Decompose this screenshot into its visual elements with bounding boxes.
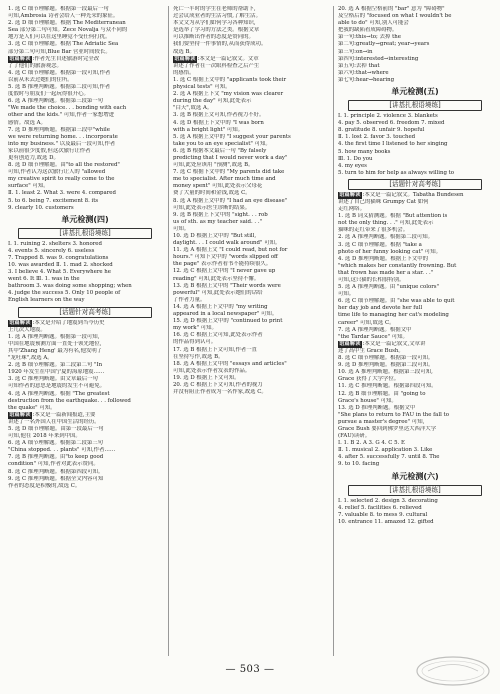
passage-note xyxy=(8,320,162,327)
answer-line: powerful" 可知,此处表示她们的话给 xyxy=(173,289,263,296)
answer-line: 1. 选 C 细节理解题。根据第一段最后一句 xyxy=(8,6,109,12)
passage-note-text: :本文是一篇记叙文。文章 xyxy=(197,55,259,62)
answer-line: 4. after 5. successfully 7. until 8. The xyxy=(338,454,440,461)
answer-line: 3. 选 C 细节理解题。根据 The Adriatic Sea xyxy=(8,41,119,48)
answer-line: 中国在地震预测方面一直处于领先地位, xyxy=(8,340,102,347)
passage-note xyxy=(8,56,162,63)
answer-line: 第一句:this→to; 去掉 the xyxy=(338,34,401,41)
answer-line: Ⅱ. 1. least 2. What 3. were 4. compared xyxy=(8,190,116,197)
answer-line: 1. 选 C 根据上文中的 "applicants took their xyxy=(173,76,287,83)
answer-line: 7. 选 B 推理判断题。由"to keep good xyxy=(8,454,104,461)
answer-line: 第六句:that→where xyxy=(338,69,389,76)
answer-line: 我们要坚持一件事情的,从而获得成功。 xyxy=(173,41,267,48)
answer-line: Sea 部分第二句可知。Zece Novalja 与众不同的 xyxy=(8,27,128,34)
answer-line: 12. 选 C 根据上文中的 "I never gave up xyxy=(173,268,276,275)
answer-line: able to do" 可知,别人可能会 xyxy=(338,20,409,27)
answer-line: 7. valuable 8. to mess 9. cultural xyxy=(338,511,428,518)
answer-line: condition" 可知,作者对此表示赞同。 xyxy=(8,461,99,468)
answer-line: (FAU)读研。 xyxy=(338,433,371,440)
answer-line: 11. 选 A 根据上文 "I could read, but not for xyxy=(173,247,288,254)
answer-line: 6. 选 A 推理判断题。根据第三段第一句 xyxy=(8,98,104,105)
answer-line: "which makes her constantly frowning. But xyxy=(338,262,457,269)
answer-line: 10. 选 A 推理判断题。根据第三段可知, xyxy=(338,369,433,376)
passage-note-tag: 语篇解读 xyxy=(9,411,31,418)
answer-line: 第五句:去掉 that xyxy=(338,62,380,69)
answer-line: 可知,这只猫的长相很特别。 xyxy=(338,277,405,283)
answer-line: reading" 可知,此处表示坚持不懈。 xyxy=(173,275,260,282)
answer-line: 20. 选 C 根据上下文可知,作者的视力 xyxy=(173,381,263,388)
section-subheading: [讲基扎根语境练] xyxy=(348,100,482,111)
section-subheading: [话题针对高考练] xyxy=(18,307,152,318)
answer-line: 6. 选 B 根据本文最后一句 "By falsely xyxy=(173,147,267,154)
answer-line: 度假时与朋友们一起玩得很开心。 xyxy=(8,91,89,98)
section-title: 单元检测(六) xyxy=(391,471,439,481)
answer-line: my creative spirit to really come to the xyxy=(8,176,115,183)
passage-note xyxy=(338,341,492,348)
answer-line: 费了大量的时间和金钱,故选 C。 xyxy=(173,190,251,197)
answer-line: 可知,此处表示医生诊断的结果。 xyxy=(173,204,251,211)
answer-line: 5. 选 B 推理判断题。根据第二段可知,作者 xyxy=(8,84,111,91)
passage-note-tag: 语篇解读 xyxy=(174,55,196,62)
answer-line: not the only thing. . ." 可知,此处表示 xyxy=(338,220,434,227)
answer-line: 4. 选 A 推理判断题。根据 "The greatest xyxy=(8,390,110,397)
answer-line: went 6. It Ⅲ. 1. was in the xyxy=(8,276,80,283)
section-title: 单元检测(四) xyxy=(61,214,109,224)
column-right xyxy=(333,6,492,656)
answer-line: 第二句:greatly→great; year→years xyxy=(338,41,430,48)
answer-line: 8. 选 C 细节理解题。根据第一段可知。 xyxy=(338,355,434,362)
answer-line: 猫咪的走红带来了很多机会。 xyxy=(338,227,409,234)
answer-line: 故选 B。 xyxy=(173,48,195,55)
answer-line: 死亡一半时的学生在老师的帮助下, xyxy=(173,6,256,12)
answer-line: photo of her funny looking cat" 可知。 xyxy=(338,248,441,255)
answer-line: 1. 选 A 推理判断题。根据第一段可知, xyxy=(8,333,100,340)
answer-line: 4. events 5. sincerely 6. useless xyxy=(8,247,95,254)
answer-line: 感情。故选 A。 xyxy=(8,119,46,126)
answer-columns xyxy=(8,6,492,656)
answer-line: 13. 选 D 推理判断题。根据文中 xyxy=(338,404,416,411)
answer-line: 讲述了自己的猫咪 Grumpy Cat 如何 xyxy=(338,198,429,205)
answer-line: 2. 选 B 细节理解题。第二段第二句 "In xyxy=(8,362,103,369)
answer-line: 可知,此处表示作者发表的作品。 xyxy=(173,367,251,374)
answer-line: 5. 选 D 细节理解题。由第一段最后一句 xyxy=(8,425,104,432)
answer-line: 可以推断出作者的态度是赞同的。 xyxy=(173,34,254,41)
answer-line: 5. how many books xyxy=(338,148,391,155)
answer-line: 可知。 xyxy=(173,225,190,232)
passage-note xyxy=(338,192,492,199)
answer-line: daylight. . . I could walk around" 可知。 xyxy=(173,240,281,247)
answer-line: 8. 选 A 根据上文中的 "I had an eye disease" xyxy=(173,197,288,204)
passage-note-tag: 语篇解读 xyxy=(9,319,31,326)
answer-line: 15. 选 D 根据上文中的 "continued to print xyxy=(173,318,283,325)
answer-line: predicting that I would never work a day" xyxy=(173,154,288,161)
answer-line: Ⅰ. 1. selected 2. design 3. decorating xyxy=(338,497,438,504)
answer-line: 作者的态度是积极的,故选 C。 xyxy=(8,482,81,489)
answer-line: 20. 选 A 根据空格前的 "bar" 意为 "障碍物" xyxy=(338,6,445,12)
section-subheading: [讲基扎根语境练] xyxy=(18,228,152,239)
answer-line: 过会议成业者的生活习惯,了解生活。 xyxy=(173,13,261,20)
answer-line: 10. 选 D 根据上文中的 "But still, xyxy=(173,233,257,239)
answer-line: 9. clearly 10. customers xyxy=(8,204,74,211)
answer-line: 9. to 10. facing xyxy=(338,461,380,468)
passage-note-text: :本文是一篇记叙文。Tabatha Bundesen xyxy=(362,191,464,198)
answer-line: 19. 选 D 根据上下文可知。 xyxy=(173,374,240,381)
answer-line: the page" 表示作者看书不能持续很久。 xyxy=(173,261,272,268)
answer-line: 5. turn to him for help as always willing to xyxy=(338,169,455,176)
answer-line: 2. 选 A 根据上下文 "my vision was clearer xyxy=(173,91,284,98)
answer-line: 3. 选 C 细节理解题。根据 "take a xyxy=(338,241,422,248)
answer-line: 9. 选 B 根据上下文中的 "sight. . . rob xyxy=(173,211,268,218)
answer-line: 6. 选 C 细节理解题。由 "she was able to quit xyxy=(338,298,455,305)
answer-line: 的感悟。 xyxy=(173,69,195,76)
answer-line: 7. 选 A 推理判断题。根据文中 xyxy=(338,326,412,333)
answer-line: 1. 选 B 词义猜测题。根据 "But attention is xyxy=(338,213,448,220)
answer-line: that frown has made her a star. . ." xyxy=(338,269,434,276)
passage-note-tag: 语篇解读 xyxy=(9,55,31,62)
answer-line: us of sth. as my teacher said. . ." xyxy=(173,218,263,225)
answer-line: 16. 选 C 根据上文可知,此处表示作者 xyxy=(173,332,263,339)
answer-line: 本文文为从学们如何学习各种知识, xyxy=(173,20,256,27)
answer-line: 其中'Zhang Heng' 最为有名,他发明了 xyxy=(8,347,103,354)
answer-line: other and the kids." 可知,作者一家想增进 xyxy=(8,112,115,119)
passage-note-tag: 语篇解读 xyxy=(339,191,361,198)
answer-line: surface" 可知。 xyxy=(8,183,49,190)
answer-line: Ⅰ. 1. principle 2. violence 3. blankets xyxy=(338,113,438,120)
answer-line: Grace 获得了大学学位。 xyxy=(338,376,400,383)
answer-line: "China stopped. . . plants" 可知,作者…… xyxy=(8,447,116,454)
answer-line: 4. 选 D 根据上下文中的 "I was born xyxy=(173,119,264,126)
answer-line: 18. 选 A 根据上文中的 "essays and articles" xyxy=(173,360,287,367)
answer-line: 家以前很少度假,但这次旅行让作者 xyxy=(8,147,91,154)
answer-line: Ⅰ. 1. B 2. A 3. G 4. C 5. E xyxy=(338,440,405,447)
answer-line: 了作者力量。 xyxy=(173,296,206,303)
answer-line: 9. 选 D 推理判断题。根据第二段可知。 xyxy=(338,362,434,369)
answer-line: "the Tardar Sauce" 可知。 xyxy=(338,333,408,340)
answer-line: 7. 选 C 根据下文中的 "My parents did take xyxy=(173,169,285,176)
answer-line: 10. was awarded Ⅱ. 1. mad 2. shocked xyxy=(8,262,113,268)
answer-line: the quake" 可知。 xyxy=(8,404,56,411)
answer-line: 讲述了作者在一次眼科检查之后产生 xyxy=(173,62,260,69)
answer-line: me to specialist. After much time and xyxy=(173,176,276,183)
answer-line: 述了高中生 Grace Bush。 xyxy=(338,347,404,354)
page-number: — 503 — xyxy=(225,664,275,675)
answer-line: 5. 选 A 根据上文中的 "I suggest your parents xyxy=(173,133,291,140)
answer-line: 4. my eyes xyxy=(338,162,367,169)
answer-line: Ⅲ. 1. Do you xyxy=(338,155,373,162)
answer-line: we were returning home. . . incorporate xyxy=(8,133,118,140)
passage-note-text: :本文是一篇新闻报道,主要 xyxy=(32,411,96,418)
section-subheading: [讲基扎根语境练] xyxy=(348,485,482,496)
answer-line: bathroom 3. was doing some shopping; when xyxy=(8,283,132,290)
answer-line: 可知。 xyxy=(338,291,355,298)
answer-line: Ⅰ. 1. ruining 2. shelters 3. honored xyxy=(8,240,102,247)
answer-line: 可知,Ambrosia 诗者会给人一种光荣的象征。 xyxy=(8,13,119,20)
section-subheading: [话题针对高考练] xyxy=(348,179,482,190)
answer-line: 可知作者的意思是地震的发生不可避免。 xyxy=(8,383,106,390)
answer-line: into my business." 以及最后一段可知,作者 xyxy=(8,140,116,147)
answer-line: 3. 选 C 推理判断题。由文章最后一句 xyxy=(8,376,98,383)
answer-line: 14. 选 A 根据上下文中的 "my writing xyxy=(173,303,268,310)
answer-line: during the day" 可知,此处表示 xyxy=(173,98,252,105)
answer-line: time life to managing her cat's modeling xyxy=(338,312,449,319)
answer-line: 2. 选 D 细节理解题。根据 The Mediterranean xyxy=(8,20,126,27)
answer-line: physical tests" 可知。 xyxy=(173,84,231,91)
answer-line: 部分第二句可知,Blue Bar 营业时间较长。 xyxy=(8,48,111,55)
answer-line: 4. 选 D 推理判断题。根据上下文中的 xyxy=(338,255,429,262)
answer-line: 5. 选 A 推理判断题。由 "unique colors" xyxy=(338,284,440,291)
answer-line: 3. 选 B 根据上文可知,作者视力不好。 xyxy=(173,112,265,119)
answer-line: 8. gratitude 8. unfair 9. hopeful xyxy=(338,127,425,134)
answer-line: with a bright light" 可知。 xyxy=(173,126,244,133)
watermark-stamp-icon xyxy=(414,654,492,688)
answer-line: 把我的缺陷看成障碍物。 xyxy=(338,27,398,34)
column-left xyxy=(8,6,162,656)
answer-line: 10. entrance 11. amazed 12. gifted xyxy=(338,518,434,525)
answer-line: 第四句:interested→interesting xyxy=(338,55,419,62)
answer-line: my work" 可知。 xyxy=(173,325,217,332)
answer-line: 6. 选 A 细节理解题。根据第二段第三句 xyxy=(8,440,104,447)
answer-line: 7. 选 D 推理判断题。根据第三段中"while xyxy=(8,126,110,133)
answer-line: 12. 选 B 细节理解题。由 "going to xyxy=(338,390,426,397)
answer-line: her day job and devote her full xyxy=(338,305,423,312)
column-middle xyxy=(168,6,327,656)
answer-line: 并没有阻止作者成为一名作家,故选 C。 xyxy=(173,389,267,396)
answer-line: 13. 选 B 根据上文中的 "Their words were xyxy=(173,282,281,289)
answer-line: 第七句:hear→hearing xyxy=(338,76,395,83)
answer-line: career" 可知,故选 C。 xyxy=(338,319,395,326)
answer-line: 讲述了一名外国人在中国生活的经历。 xyxy=(8,418,100,425)
answer-line: hours." 可知下文中的 "words slipped off xyxy=(173,254,278,261)
answer-line: 以前从未去过她们的住所。 xyxy=(8,76,73,83)
passage-note xyxy=(8,412,162,419)
answer-line: 上几次大地震。 xyxy=(8,326,46,333)
answer-line: 17. 选 B 根据上下文可知,作者一直 xyxy=(173,346,258,353)
answer-line: destruction from the earthquake. . . followed xyxy=(8,397,131,404)
answer-line: 8. 选 C 推理判断题。根据第四段可知。 xyxy=(8,468,104,475)
answer-line: "白天",故选 A。 xyxy=(173,105,213,112)
answer-line: 9. 选 C 推理判断题。根据全文内容可知 xyxy=(8,475,104,482)
answer-line: 更有创造力,故选 D。 xyxy=(8,154,59,161)
answer-line: Ⅱ. 1. lost 2. favor 3. touched xyxy=(338,134,416,141)
answer-line: 4. the first time I listened to her singing xyxy=(338,141,448,148)
answer-line: "We made the choice. . . bonding with each xyxy=(8,105,127,112)
answer-line: 地方是人们可以在这里睡觉不受任何打扰。 xyxy=(8,34,111,41)
answer-line: 7. Trapped 8. was 9. congratulations xyxy=(8,254,109,261)
answer-line: 及空格后的 "focused on what I wouldn't be xyxy=(338,13,452,20)
section-title: 单元检测(五) xyxy=(391,87,439,97)
answer-line: 5. to 6. being 7. excitement 8. its xyxy=(8,197,99,204)
passage-note-text: :本文是一篇记叙文,文章讲 xyxy=(362,340,426,347)
passage-note-tag: 语篇解读 xyxy=(339,340,361,347)
answer-line: appeared in a local newspaper" 可知。 xyxy=(173,311,278,318)
answer-line: pursue a master's degree" 可知, xyxy=(338,418,425,425)
answer-line: 可知,此处应该用 "预测",故选 B。 xyxy=(173,162,254,169)
answer-line: 4. 选 C 细节理解题。根据第一段可知,作者 xyxy=(8,69,111,76)
answer-line: 了了他们的旅游观念。 xyxy=(8,62,62,69)
answer-line: 3. I believe 4. What 5. Everywhere he xyxy=(8,269,111,276)
answer-line: 4. relief 5. facilities 6. relieved xyxy=(338,504,422,511)
answer-line: Grace's house" 可知。 xyxy=(338,397,397,404)
answer-line: 可知,他在 2018 年来到中国。 xyxy=(8,433,81,440)
answer-line: take you to an eye specialist" 可知。 xyxy=(173,140,271,147)
answer-line: 是选举了学习的方法之类。根据文章 xyxy=(173,27,260,34)
passage-note-text: :本文是介绍了地震到当今历史 xyxy=(32,319,105,326)
answer-line: 11. 选 C 推理判断题。根据第四段可知。 xyxy=(338,383,437,390)
answer-line: Grace Bush 要回到佛罗里达大西洋大学 xyxy=(338,425,437,432)
answer-line: Ⅱ. 1. musical 2. application 3. Like xyxy=(338,447,433,454)
answer-line: 2. 选 A 推理判断题。根据第二段可知。 xyxy=(338,234,434,241)
passage-note xyxy=(173,56,327,63)
answer-line: 走红网络。 xyxy=(338,206,365,213)
answer-line: "龙吐珠",故选 A。 xyxy=(8,355,53,362)
answer-line: 的作品得到认可。 xyxy=(173,339,217,346)
answer-line: 8. 选 D 细节理解题。由"to all the restored" xyxy=(8,162,120,169)
answer-line: 可知,作者认为这次旅行让人的 "allowed xyxy=(8,169,106,176)
answer-line: English learners on the way xyxy=(8,297,85,304)
answer-line: money spent" 可知,此处表示父母花 xyxy=(173,183,263,190)
answer-line: 4. judge the success 5. Only 10 people of xyxy=(8,290,121,297)
passage-note-text: :作者先生自述旅游时完全改 xyxy=(32,55,100,62)
answer-line: 4. pay 5. observed 6. freedom 7. mixed xyxy=(338,120,445,127)
answer-line: 1920 年发生在中国宁夏的海原地震…… xyxy=(8,369,105,376)
answer-line: 在坚持写作,故选 B。 xyxy=(173,353,224,360)
answer-line: "She plans to return to FAU in the fall to xyxy=(338,411,449,418)
answer-line: 第三句:on→in xyxy=(338,48,373,55)
